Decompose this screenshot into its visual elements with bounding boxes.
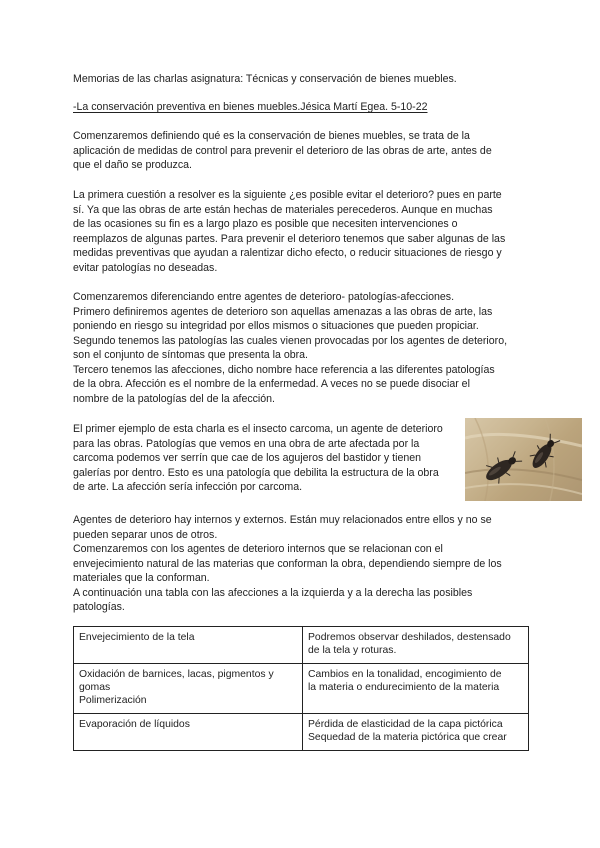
text-line: Segundo tenemos las patologías las cuales vienen provocadas por los agentes de deterioro, — [73, 334, 508, 347]
text-line: Primero definiremos agentes de deterioro son aquellas amenazas a las obras de arte, las — [73, 305, 493, 318]
text-line: para las obras. Patologías que vemos en una obra de arte afectada por la — [73, 437, 420, 450]
text-line: galerías por dentro. Esto es una patología que debilita la estructura de la obra — [73, 466, 439, 479]
woodworm-beetles-photo — [465, 418, 582, 501]
table-cell-affection — [74, 627, 303, 664]
text-line: sí. Ya que las obras de arte están hechas de materiales perecederos. Aunque en muchas — [73, 203, 493, 216]
table-row — [74, 664, 529, 714]
text-line: que el daño se produzca. — [73, 159, 192, 171]
text-line: materiales que la conforman. — [73, 572, 210, 584]
text-line: aplicación de medidas de control para prevenir el deterioro de las obras de arte, antes de — [73, 144, 492, 157]
cell-line: de la tela y roturas. — [308, 645, 397, 656]
table-cell-affection — [74, 664, 303, 714]
text-line: medidas preventivas que ayudan a ralentizar dicho efecto, o reducir situaciones de riesgo y — [73, 247, 502, 259]
affections-table — [73, 626, 529, 751]
text-line: Comenzaremos definiendo qué es la conservación de bienes muebles, se trata de la — [73, 130, 470, 142]
text-line: de las ocasiones su fin es a largo plazo es posible que necesiten intervenciones o — [73, 218, 458, 230]
paragraph-internal-agents — [73, 513, 528, 615]
text-line: de arte. La afección sería infección por carcoma. — [73, 481, 303, 493]
cell-line: Cambios en la tonalidad, encogimiento de — [308, 669, 502, 680]
text-line: Tercero tenemos las afecciones, dicho nombre hace referencia a las diferentes patologías — [73, 363, 495, 376]
table-row — [74, 714, 529, 751]
text-line: carcoma podemos ver serrín que cae de los agujeros del bastidor y tienen — [73, 452, 422, 464]
cell-line: Polimerización — [79, 695, 147, 706]
text-line: patologías. — [73, 601, 125, 613]
text-line: de la obra. Afección es el nombre de la enfermedad. A veces no se puede disociar el — [73, 378, 470, 390]
cell-line: Evaporación de líquidos — [79, 719, 190, 730]
cell-line: Sequedad de la materia pictórica que crear — [308, 732, 507, 743]
cell-line: Oxidación de barnices, lacas, pigmentos y — [79, 669, 274, 680]
text-line: son el conjunto de síntomas que presenta la obra. — [73, 349, 308, 361]
table-cell-affection — [74, 714, 303, 751]
text-line: El primer ejemplo de esta charla es el insecto carcoma, un agente de deterioro — [73, 423, 443, 435]
text-line: Comenzaremos con los agentes de deterioro internos que se relacionan con el — [73, 543, 443, 555]
table-cell-pathology — [303, 664, 529, 714]
cell-line: Pérdida de elasticidad de la capa pictórica — [308, 719, 503, 730]
document-title: Memorias de las charlas asignatura: Técnicas y conservación de bienes muebles. — [73, 73, 457, 85]
cell-line: la materia o endurecimiento de la materia — [308, 682, 500, 693]
text-line: nombre de la patologías del de la afección. — [73, 392, 276, 405]
text-line: envejecimiento natural de las materias que conforman la obra, dependiendo siempre de los — [73, 557, 502, 570]
cell-line: gomas — [79, 682, 111, 693]
cell-line: Podremos observar deshilados, destensado — [308, 632, 511, 643]
paragraph-definition — [73, 129, 528, 173]
text-line: pueden separar unos de otros. — [73, 528, 218, 541]
table-cell-pathology — [303, 714, 529, 751]
text-line: Agentes de deterioro hay internos y externos. Están muy relacionados entre ellos y no se — [73, 514, 492, 526]
paragraph-woodworm — [73, 422, 463, 495]
text-line: reemplazos de algunas partes. Para prevenir el deterioro tenemos que saber algunas de las — [73, 232, 506, 245]
table-row — [74, 627, 529, 664]
text-line: evitar patologías no deseadas. — [73, 261, 218, 274]
section-heading: -La conservación preventiva en bienes muebles.Jésica Martí Egea. 5-10-22 — [73, 101, 428, 113]
text-line: poniendo en riesgo su integridad por ellos mismos o situaciones que pueden propiciar. — [73, 320, 479, 332]
text-line: A continuación una tabla con las afecciones a la izquierda y a la derecha las posibles — [73, 586, 473, 599]
text-line: Comenzaremos diferenciando entre agentes de deterioro- patologías-afecciones. — [73, 291, 455, 303]
table-cell-pathology — [303, 627, 529, 664]
paragraph-agents — [73, 290, 528, 406]
cell-line: Envejecimiento de la tela — [79, 632, 195, 643]
text-line: La primera cuestión a resolver es la siguiente ¿es posible evitar el deterioro? pues en parte — [73, 189, 502, 201]
paragraph-question — [73, 188, 528, 275]
